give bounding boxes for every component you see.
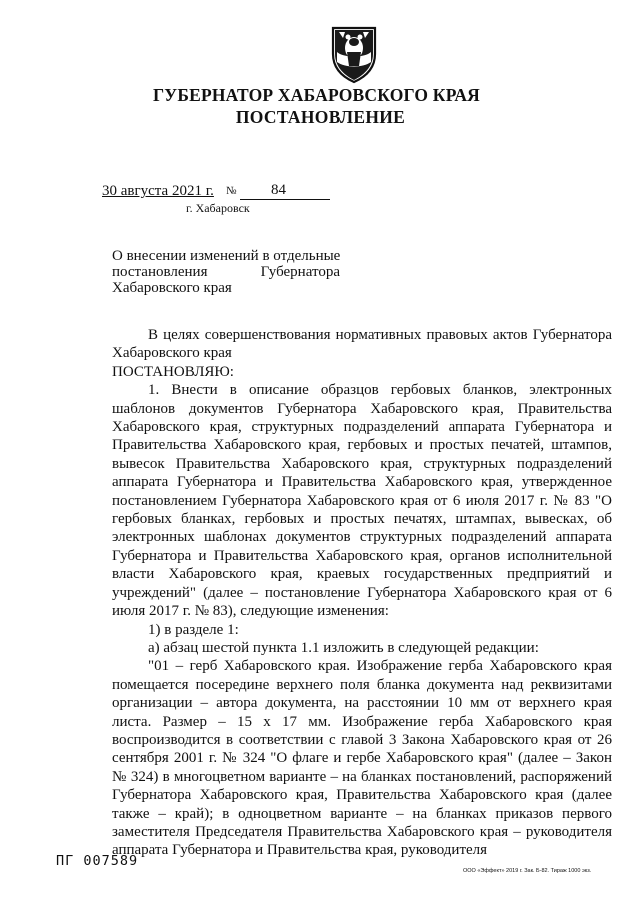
- khabarovsk-coat-of-arms-icon: [329, 22, 379, 84]
- subitem-1-paragraph: 1) в разделе 1:: [148, 621, 239, 638]
- document-body: [112, 326, 612, 860]
- document-number: 84: [271, 182, 286, 198]
- subject-line-3: Хабаровского края: [112, 280, 232, 296]
- subject-line-1: О внесении изменений в отдельные: [112, 248, 341, 264]
- quoted-text-paragraph: "01 – герб Хабаровского края. Изображение герба Хабаровского края помещается посередине верхнего поля бланка документа над реквизитами организации – автора документа, на расстоянии 10 мм от верхнего края листа. Размер – 15 х 17 мм. Изображение герба Хабаровского края воспроизводится в соответствии с главой 3 Закона Хабаровского края от 26 сентября 2001 г. № 324 "О флаге и гербе Хабаровского края" (далее – Закон № 324) в многоцветном варианте – на бланках постановлений, распоряжений Губернатора Хабаровского края, Правительства Хабаровского края (далее также – край); в одноцветном варианте – на бланках приказов первого заместителя Председателя Правительства Хабаровского края – руководителя аппарата Губернатора и Правительства края, руководителя: [112, 658, 612, 859]
- subject-line-2: постановления Губернатора: [112, 264, 340, 280]
- document-city: г. Хабаровск: [186, 201, 250, 215]
- item-1-paragraph: 1. Внести в описание образцов гербовых бланков, электронных шаблонов документов Губернатора Хабаровского края, Правительства Хабаровского края, структурных подразделений аппарата Губернатора и Правительства Хабаровского края, гербовых и простых печатей, штампов, вывесок Правительства Хабаровского края, структурных подразделений аппарата Губернатора и Правительства Хабаровского края, утвержденное постановлением Губернатора Хабаровского края от 6 июля 2017 г. № 83 "О гербовых бланках, гербовых и простых печатях, штампах, вывесках, об электронных шаблонах документов структурных подразделений аппарата Губернатора и Правительства Хабаровского края, органов исполнительной власти Хабаровского края, краевых государственных предприятий и учреждений" (далее – постановление Губернатора Хабаровского края от 6 июля 2017 г. № 83), следующие изменения:: [112, 382, 612, 620]
- resolve-heading: ПОСТАНОВЛЯЮ:: [112, 363, 234, 380]
- number-underline: [240, 199, 330, 200]
- document-type-title: ПОСТАНОВЛЕНИЕ: [235, 107, 406, 127]
- form-serial-code: ПГ 007589: [56, 853, 139, 869]
- subitem-a-paragraph: а) абзац шестой пункта 1.1 изложить в следующей редакции:: [148, 639, 539, 656]
- authority-title: ГУБЕРНАТОР ХАБАРОВСКОГО КРАЯ: [152, 85, 481, 105]
- document-subject: [112, 248, 340, 296]
- number-label: №: [226, 185, 237, 197]
- document-date: 30 августа 2021 г.: [102, 183, 214, 199]
- preamble-paragraph: В целях совершенствования нормативных правовых актов Губернатора Хабаровского края: [112, 327, 612, 362]
- printer-info: ООО «Эффект» 2019 г. Зак. Б-82. Тираж 1000 экз.: [463, 868, 592, 874]
